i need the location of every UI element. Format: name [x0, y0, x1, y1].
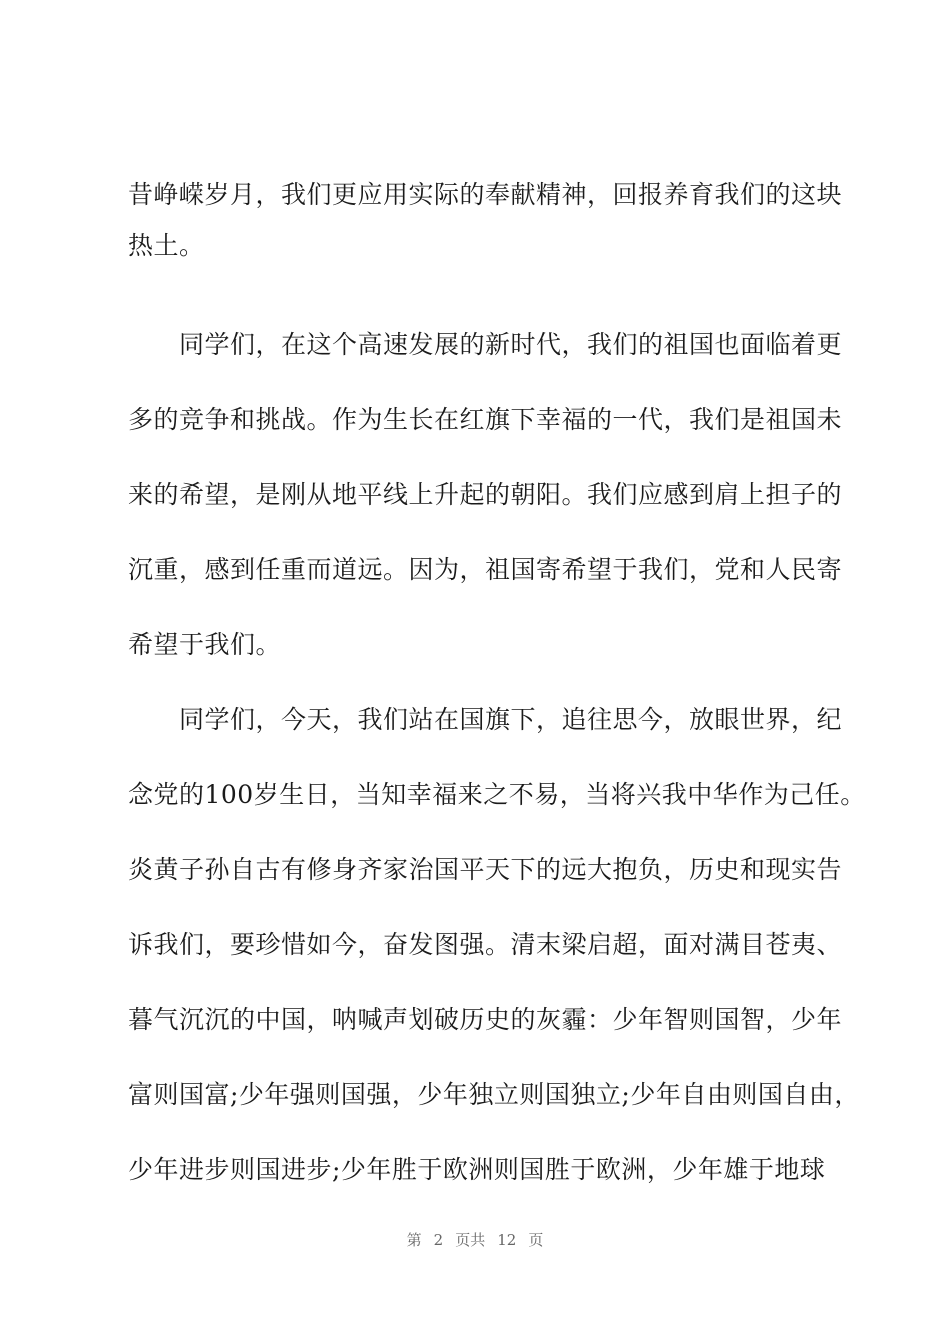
text-line: 念党的100岁生日，当知幸福来之不易，当将兴我中华作为己任。 — [128, 780, 866, 809]
text-line: 多的竞争和挑战。作为生长在红旗下幸福的一代，我们是祖国未 — [128, 405, 843, 434]
text-line: 热土。 — [128, 231, 205, 260]
footer-prefix: 第 — [406, 1231, 422, 1249]
text-line: 暮气沉沉的中国，呐喊声划破历史的灰霾：少年智则国智，少年 — [128, 1005, 843, 1034]
text-line: 诉我们，要珍惜如今，奋发图强。清末梁启超，面对满目苍夷、 — [128, 930, 843, 959]
page-footer — [0, 1229, 950, 1250]
text-line: 少年进步则国进步;少年胜于欧洲则国胜于欧洲，少年雄于地球 — [128, 1155, 826, 1184]
text-line: 希望于我们。 — [128, 630, 282, 659]
text-line: 富则国富;少年强则国强，少年独立则国独立;少年自由则国自由， — [128, 1080, 860, 1109]
footer-total-pages: 12 — [497, 1231, 517, 1249]
text-line: 炎黄子孙自古有修身齐家治国平天下的远大抱负，历史和现实告 — [128, 855, 843, 884]
footer-page-number: 2 — [433, 1231, 444, 1249]
text-line: 昔峥嵘岁月，我们更应用实际的奉献精神，回报养育我们的这块 — [128, 180, 843, 209]
text-line: 同学们，在这个高速发展的新时代，我们的祖国也面临着更 — [128, 330, 843, 359]
text-line: 同学们，今天，我们站在国旗下，追往思今，放眼世界，纪 — [128, 705, 843, 734]
text-line: 来的希望，是刚从地平线上升起的朝阳。我们应感到肩上担子的 — [128, 480, 843, 509]
footer-middle: 页共 — [455, 1231, 486, 1249]
footer-suffix: 页 — [528, 1231, 544, 1249]
text-line: 沉重，感到任重而道远。因为，祖国寄希望于我们，党和人民寄 — [128, 555, 843, 584]
